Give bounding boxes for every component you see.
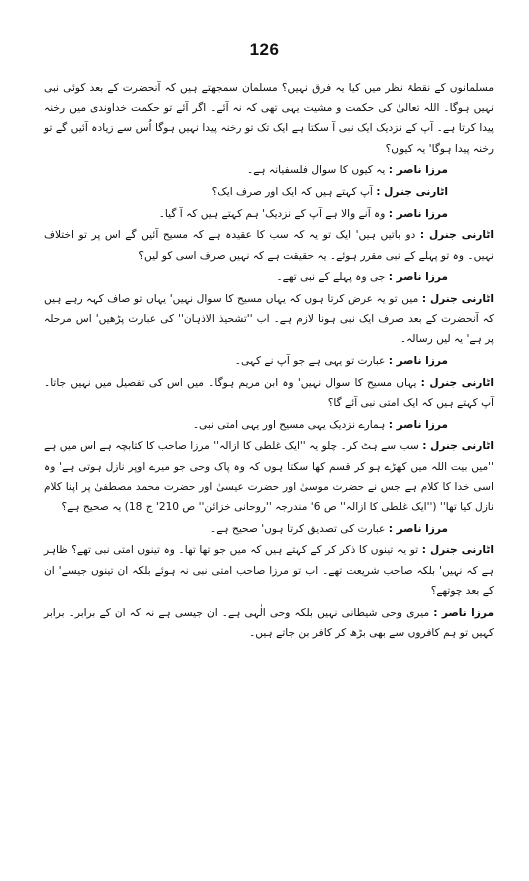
paragraph-text: ہمارے نزدیک یہی مسیح اور یہی امتی نبی۔ — [192, 418, 386, 431]
speaker-label: مرزا ناصر : — [388, 522, 448, 535]
speaker-label: مرزا ناصر : — [388, 355, 448, 368]
paragraph-text: آپ کہتے ہیں کہ ایک اور صرف ایک؟ — [211, 186, 373, 199]
paragraph-3 — [44, 182, 494, 202]
speaker-label: اٹارنی جنرل : — [419, 229, 494, 242]
paragraph-text: میں تو یہ عرض کرتا ہوں کہ یہاں مسیح کا سوال نہیں' یہاں تو صاف کہہ رہے ہیں کہ آنحضرت کے بعد صرف ایک نبی ہونا لازم ہے۔ اب ''تشحیذ الاذہان'' کی عبارت پڑھیں' اس مرحلہ پر ہے' یہ لیں رسالہ۔ — [44, 293, 494, 346]
speaker-label: مرزا ناصر : — [388, 418, 448, 431]
paragraph-text: دو باتیں ہیں' ایک تو یہ کہ سب کا عقیدہ ہے کہ مسیح آئیں گے اس پر تو اختلاف نہیں۔ وہ تو پہلے کے نبی مقرر ہوئے۔ یہ حقیقت ہے کہ نہیں صرف اسی کو لیں؟ — [44, 229, 494, 262]
paragraph-text: وہ آنے والا ہے آپ کے نزدیک' ہم کہتے ہیں کہ آ گیا۔ — [158, 207, 386, 220]
paragraph-1 — [44, 78, 494, 159]
speaker-label: اٹارنی جنرل : — [422, 440, 494, 453]
speaker-label: مرزا ناصر : — [388, 207, 448, 220]
paragraph-8 — [44, 351, 494, 371]
paragraph-text: سب سے ہٹ کر۔ چلو یہ ''ایک غلطی کا ازالہ'' مرزا صاحب کا کتابچہ ہے اس میں ہے ''میں بیت اللہ میں کھڑے ہو کر قسم کھا سکتا ہوں کہ وہ پاک وحی جو میرے اوپر نازل ہوتی ہے' وہ اسی خدا کا کلام ہے جس نے حضرت موسیٰ اور حضرت عیسیٰ اور حضرت محمد مصطفیٰ پر اپنا کلام نازل کیا تھا'' (''ایک غلطی کا ازالہ'' ص 6' مندرجہ ''روحانی خزائن'' ص 210' ج 18) یہ صحیح ہے؟ — [44, 440, 494, 514]
page-number: 126 — [249, 40, 280, 59]
paragraph-7 — [44, 289, 494, 350]
paragraph-11 — [44, 436, 494, 517]
paragraph-text: مسلمانوں کے نقطۂ نظر میں کیا یہ فرق نہیں؟ مسلمان سمجھتے ہیں کہ آنحضرت کے بعد کوئی نبی نہیں ہوگا۔ اللہ تعالیٰ کی حکمت و مشیت یہی تھی کہ نہ آئے۔ اگر آئے تو حکمت خداوندی میں رخنہ پیدا کرتا ہے۔ آپ کے نزدیک ایک نبی آ سکتا ہے ایک تک تو رخنہ پیدا نہیں ہوگا اُس سے زیادہ آئیں گے تو رخنہ پیدا ہوگا' یہ کیوں؟ — [44, 82, 494, 155]
paragraph-4 — [44, 204, 494, 224]
speaker-label: مرزا ناصر : — [388, 164, 448, 177]
speaker-label: مرزا ناصر : — [388, 271, 448, 284]
paragraph-12 — [44, 519, 494, 539]
speaker-label: اٹارنی جنرل : — [376, 186, 448, 199]
paragraph-6 — [44, 267, 494, 287]
paragraph-text: میری وحی شیطانی نہیں بلکہ وحی الٰہی ہے۔ ان جیسی ہے نہ کہ ان کے برابر۔ برابر کہیں تو ہم کافروں سے بھی بڑھ کر کافر بن جاتے ہیں۔ — [44, 606, 494, 639]
paragraph-text: تو یہ تینوں کا ذکر کر کے کہتے ہیں کہ میں جو تھا تھا۔ وہ تینوں امتی نبی تھے؟ ظاہر ہے کہ نہیں' بلکہ صاحب شریعت تھے۔ اب تو مرزا صاحب امتی نبی نہ ہوئے بلکہ ان تینوں جیسے' ان کے بعد چوتھے؟ — [44, 544, 494, 597]
paragraph-10 — [44, 415, 494, 435]
paragraph-5 — [44, 225, 494, 265]
paragraph-9 — [44, 373, 494, 413]
speaker-label: اٹارنی جنرل : — [421, 544, 494, 557]
speaker-label: اٹارنی جنرل : — [420, 376, 494, 389]
paragraph-text: عبارت کی تصدیق کرتا ہوں' صحیح ہے۔ — [210, 522, 386, 535]
paragraph-text: عبارت تو یہی ہے جو آپ نے کہی۔ — [234, 355, 386, 368]
speaker-label: مرزا ناصر : — [433, 606, 495, 619]
paragraph-14 — [44, 603, 494, 643]
speaker-label: اٹارنی جنرل : — [421, 293, 494, 306]
paragraph-13 — [44, 540, 494, 601]
paragraph-2 — [44, 160, 494, 180]
paragraph-text: یہاں مسیح کا سوال نہیں' وہ ابن مریم ہوگا۔ میں اس کی تفصیل میں نہیں جاتا۔ آپ کہتے ہیں کہ ایک امتی نبی آئے گا؟ — [44, 376, 494, 410]
text-body — [44, 78, 494, 644]
paragraph-text: جی وہ پہلے کے نبی تھے۔ — [276, 271, 386, 284]
paragraph-text: یہ کیوں کا سوال فلسفیانہ ہے۔ — [247, 164, 386, 177]
